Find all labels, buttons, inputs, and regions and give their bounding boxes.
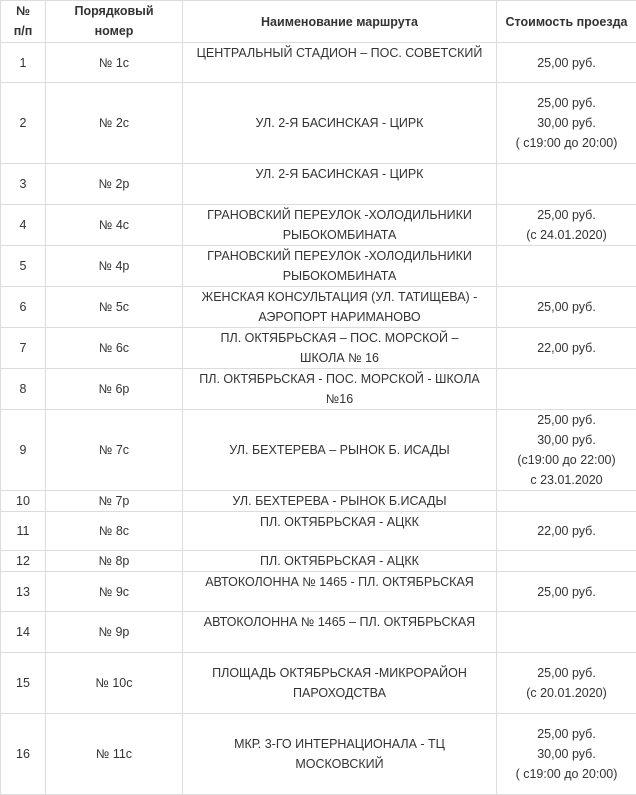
route-name-line: ПЛ. ОКТЯБРЬСКАЯ - АЦКК [187,551,492,571]
price-line: ( с19:00 до 20:00) [501,764,632,784]
route-name-line: ПАРОХОДСТВА [187,683,492,703]
route-name [183,205,497,246]
table-row [1,714,636,795]
price-line: 25,00 руб. [501,93,632,113]
route-code: № 1с [46,43,183,83]
row-number: 4 [1,205,46,246]
route-price [497,43,636,83]
row-number: 7 [1,328,46,369]
route-name-line: МОСКОВСКИЙ [187,754,492,774]
route-name-line: МКР. 3-ГО ИНТЕРНАЦИОНАЛА - ТЦ [187,734,492,754]
route-price [497,205,636,246]
route-price [497,612,636,653]
price-line: с 23.01.2020 [501,470,632,490]
price-line: 25,00 руб. [501,410,632,430]
route-price [497,491,636,512]
route-code: № 7р [46,491,183,512]
table-row [1,491,636,512]
price-line: 22,00 руб. [501,521,632,541]
table-row [1,287,636,328]
row-number: 8 [1,369,46,410]
route-code: № 9р [46,612,183,653]
route-name [183,246,497,287]
route-code: № 6с [46,328,183,369]
route-name-line: ГРАНОВСКИЙ ПЕРЕУЛОК -ХОЛОДИЛЬНИКИ [187,246,492,266]
row-number: 1 [1,43,46,83]
route-code: № 2с [46,83,183,164]
route-name-line: АВТОКОЛОННА № 1465 – ПЛ. ОКТЯБРЬСКАЯ [187,612,492,632]
header-num [1,1,46,43]
table-row [1,369,636,410]
table-header-row [1,1,636,43]
route-name [183,653,497,714]
route-code: № 8с [46,512,183,551]
route-name [183,164,497,205]
route-name-line: УЛ. БЕХТЕРЕВА - РЫНОК Б.ИСАДЫ [187,491,492,511]
route-name-line: РЫБОКОМБИНАТА [187,266,492,286]
route-name-line: ЦЕНТРАЛЬНЫЙ СТАДИОН – ПОС. СОВЕТСКИЙ [187,43,492,63]
row-number: 2 [1,83,46,164]
row-number: 5 [1,246,46,287]
table-row [1,551,636,572]
route-code: № 4р [46,246,183,287]
price-line: 25,00 руб. [501,724,632,744]
price-line: 25,00 руб. [501,205,632,225]
row-number: 12 [1,551,46,572]
table-body [1,43,636,795]
route-price [497,653,636,714]
row-number: 15 [1,653,46,714]
route-code: № 4с [46,205,183,246]
price-line: 25,00 руб. [501,663,632,683]
route-name-line: АЭРОПОРТ НАРИМАНОВО [187,307,492,327]
route-name-line: АВТОКОЛОННА № 1465 - ПЛ. ОКТЯБРЬСКАЯ [187,572,492,592]
route-name-line: ПЛ. ОКТЯБРЬСКАЯ - АЦКК [187,512,492,532]
row-number: 9 [1,410,46,491]
row-number: 14 [1,612,46,653]
table-row [1,205,636,246]
route-name [183,551,497,572]
price-line: 25,00 руб. [501,297,632,317]
route-name [183,491,497,512]
route-price [497,83,636,164]
route-name-line: ГРАНОВСКИЙ ПЕРЕУЛОК -ХОЛОДИЛЬНИКИ [187,205,492,225]
price-line: (с 20.01.2020) [501,683,632,703]
price-line: 30,00 руб. [501,430,632,450]
route-name [183,572,497,612]
route-name-line: №16 [187,389,492,409]
route-name [183,83,497,164]
route-price [497,328,636,369]
route-price [497,551,636,572]
route-name [183,612,497,653]
price-line: (с 24.01.2020) [501,225,632,245]
header-code-line2: номер [50,21,178,41]
price-line: 25,00 руб. [501,53,632,73]
route-name [183,410,497,491]
route-price [497,246,636,287]
header-code-line1: Порядковый [50,1,178,21]
table-row [1,410,636,491]
table-row [1,43,636,83]
route-name [183,369,497,410]
table-row [1,83,636,164]
row-number: 10 [1,491,46,512]
header-name: Наименование маршрута [183,1,497,43]
route-price [497,572,636,612]
route-code: № 9с [46,572,183,612]
route-code: № 7с [46,410,183,491]
route-name [183,512,497,551]
header-num-line2: п/п [5,21,41,41]
route-name-line: ПЛ. ОКТЯБРЬСКАЯ - ПОС. МОРСКОЙ - ШКОЛА [187,369,492,389]
table-row [1,164,636,205]
route-code: № 11с [46,714,183,795]
route-price [497,512,636,551]
route-name-line: РЫБОКОМБИНАТА [187,225,492,245]
route-code: № 6р [46,369,183,410]
route-price [497,714,636,795]
table-row [1,653,636,714]
table-row [1,328,636,369]
route-name [183,714,497,795]
price-line: (с19:00 до 22:00) [501,450,632,470]
price-line: ( с19:00 до 20:00) [501,133,632,153]
route-name [183,43,497,83]
route-price [497,369,636,410]
price-line: 30,00 руб. [501,113,632,133]
row-number: 13 [1,572,46,612]
header-price: Стоимость проезда [497,1,636,43]
table-row [1,612,636,653]
route-name-line: УЛ. 2-Я БАСИНСКАЯ - ЦИРК [187,113,492,133]
price-line: 30,00 руб. [501,744,632,764]
route-code: № 10с [46,653,183,714]
price-line: 25,00 руб. [501,582,632,602]
table-row [1,246,636,287]
route-name-line: УЛ. БЕХТЕРЕВА – РЫНОК Б. ИСАДЫ [187,440,492,460]
route-name-line: ПЛОЩАДЬ ОКТЯБРЬСКАЯ -МИКРОРАЙОН [187,663,492,683]
table-row [1,512,636,551]
route-code: № 8р [46,551,183,572]
price-line: 22,00 руб. [501,338,632,358]
route-price [497,164,636,205]
route-name-line: ПЛ. ОКТЯБРЬСКАЯ – ПОС. МОРСКОЙ – [187,328,492,348]
row-number: 6 [1,287,46,328]
route-name [183,328,497,369]
header-num-line1: № [5,1,41,21]
row-number: 16 [1,714,46,795]
table-row [1,572,636,612]
route-name-line: УЛ. 2-Я БАСИНСКАЯ - ЦИРК [187,164,492,184]
route-name [183,287,497,328]
route-name-line: ЖЕНСКАЯ КОНСУЛЬТАЦИЯ (УЛ. ТАТИЩЕВА) - [187,287,492,307]
route-code: № 2р [46,164,183,205]
route-name-line: ШКОЛА № 16 [187,348,492,368]
header-code [46,1,183,43]
route-price [497,410,636,491]
route-price [497,287,636,328]
row-number: 11 [1,512,46,551]
route-code: № 5с [46,287,183,328]
row-number: 3 [1,164,46,205]
